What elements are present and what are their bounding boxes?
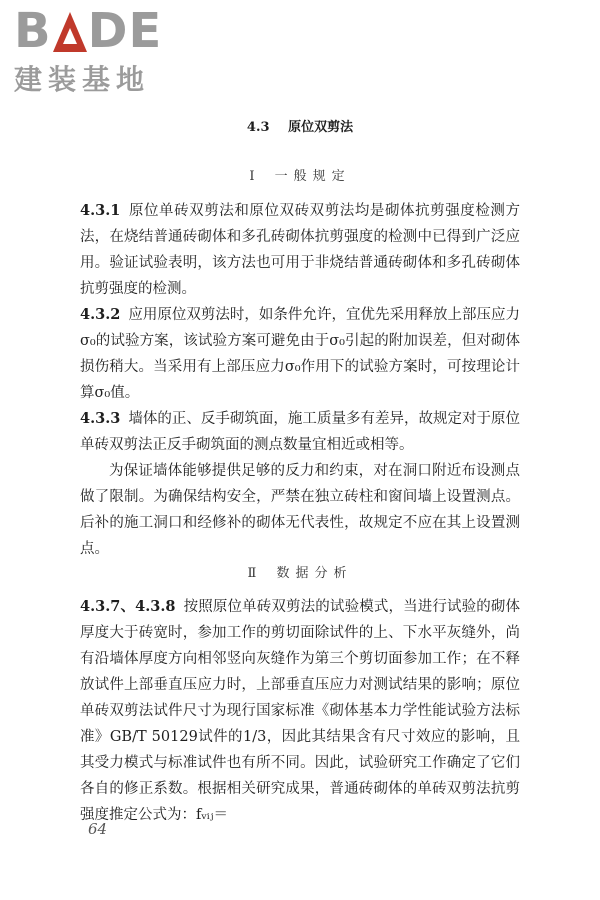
part-1-numeral: Ⅰ	[249, 169, 255, 184]
part-2-numeral: Ⅱ	[247, 566, 257, 581]
bade-logo	[14, 3, 174, 98]
paragraph-4-3-2	[80, 302, 520, 406]
clause-number: 4.3.1	[80, 202, 121, 219]
logo-wordmark: B DE	[14, 3, 163, 59]
section-heading	[0, 116, 600, 135]
paragraph-4-3-7-4-3-8	[80, 594, 520, 828]
part-2-heading	[0, 562, 600, 581]
paragraph-4-3-3	[80, 406, 520, 458]
logo-a-triangle	[52, 6, 88, 56]
paragraph-text: 原位单砖双剪法和原位双砖双剪法均是砌体抗剪强度检测方法，在烧结普通砖砌体和多孔砖砌体抗剪强度的检测中已得到广泛应用。验证试验表明，该方法也可用于非烧结普通砖砌体和多孔砖砌体抗剪强度的检测。	[80, 203, 520, 297]
clause-number: 4.3.7、4.3.8	[80, 598, 176, 615]
paragraph-text: 为保证墙体能够提供足够的反力和约束，对在洞口附近布设测点做了限制。为确保结构安全，严禁在独立砖柱和窗间墙上设置测点。后补的施工洞口和经修补的砌体无代表性，故规定不应在其上设置测点。	[80, 463, 520, 557]
part-1-title: 一般规定	[274, 169, 351, 184]
paragraph-4-3-3-continued	[80, 458, 520, 562]
logo-subtitle: 建装基地	[14, 63, 151, 96]
section-number: 4.3	[246, 120, 270, 135]
clause-number: 4.3.3	[80, 410, 121, 427]
section-title: 原位双剪法	[288, 120, 354, 135]
clause-number: 4.3.2	[80, 306, 121, 323]
part-2-title: 数据分析	[276, 566, 353, 581]
part-1-heading	[0, 165, 600, 184]
paragraph-text: 按照原位单砖双剪法的试验模式，当进行试验的砌体厚度大于砖宽时，参加工作的剪切面除试件的上、下水平灰缝外，尚有沿墙体厚度方向相邻竖向灰缝作为第三个剪切面参加工作；在不释放试件上部垂直压应力时，上部垂直压应力对测试结果的影响；原位单砖双剪法试件尺寸为现行国家标准《砌体基本力学性能试验方法标准》GB/T 50129试件的1/3，因此其结果含有尺寸效应的影响，且其受力模式与标准试件也有所不同。因此，试验研究工作确定了它们各自的修正系数。根据相关研究成果，普通砖砌体的单砖双剪法抗剪强度推定公式为：fᵥᵢⱼ＝	[80, 599, 521, 823]
paragraph-4-3-1	[80, 198, 520, 302]
paragraph-text: 应用原位双剪法时，如条件允许，宜优先采用释放上部压应力σ₀的试验方案，该试验方案可避免由于σ₀引起的附加误差，但对砌体损伤稍大。当采用有上部压应力σ₀作用下的试验方案时，可按理论计算σ₀值。	[80, 307, 520, 401]
page-number: 64	[88, 820, 108, 838]
paragraph-text: 墙体的正、反手砌筑面，施工质量多有差异，故规定对于原位单砖双剪法正反手砌筑面的测点数量宜相近或相等。	[80, 411, 520, 453]
